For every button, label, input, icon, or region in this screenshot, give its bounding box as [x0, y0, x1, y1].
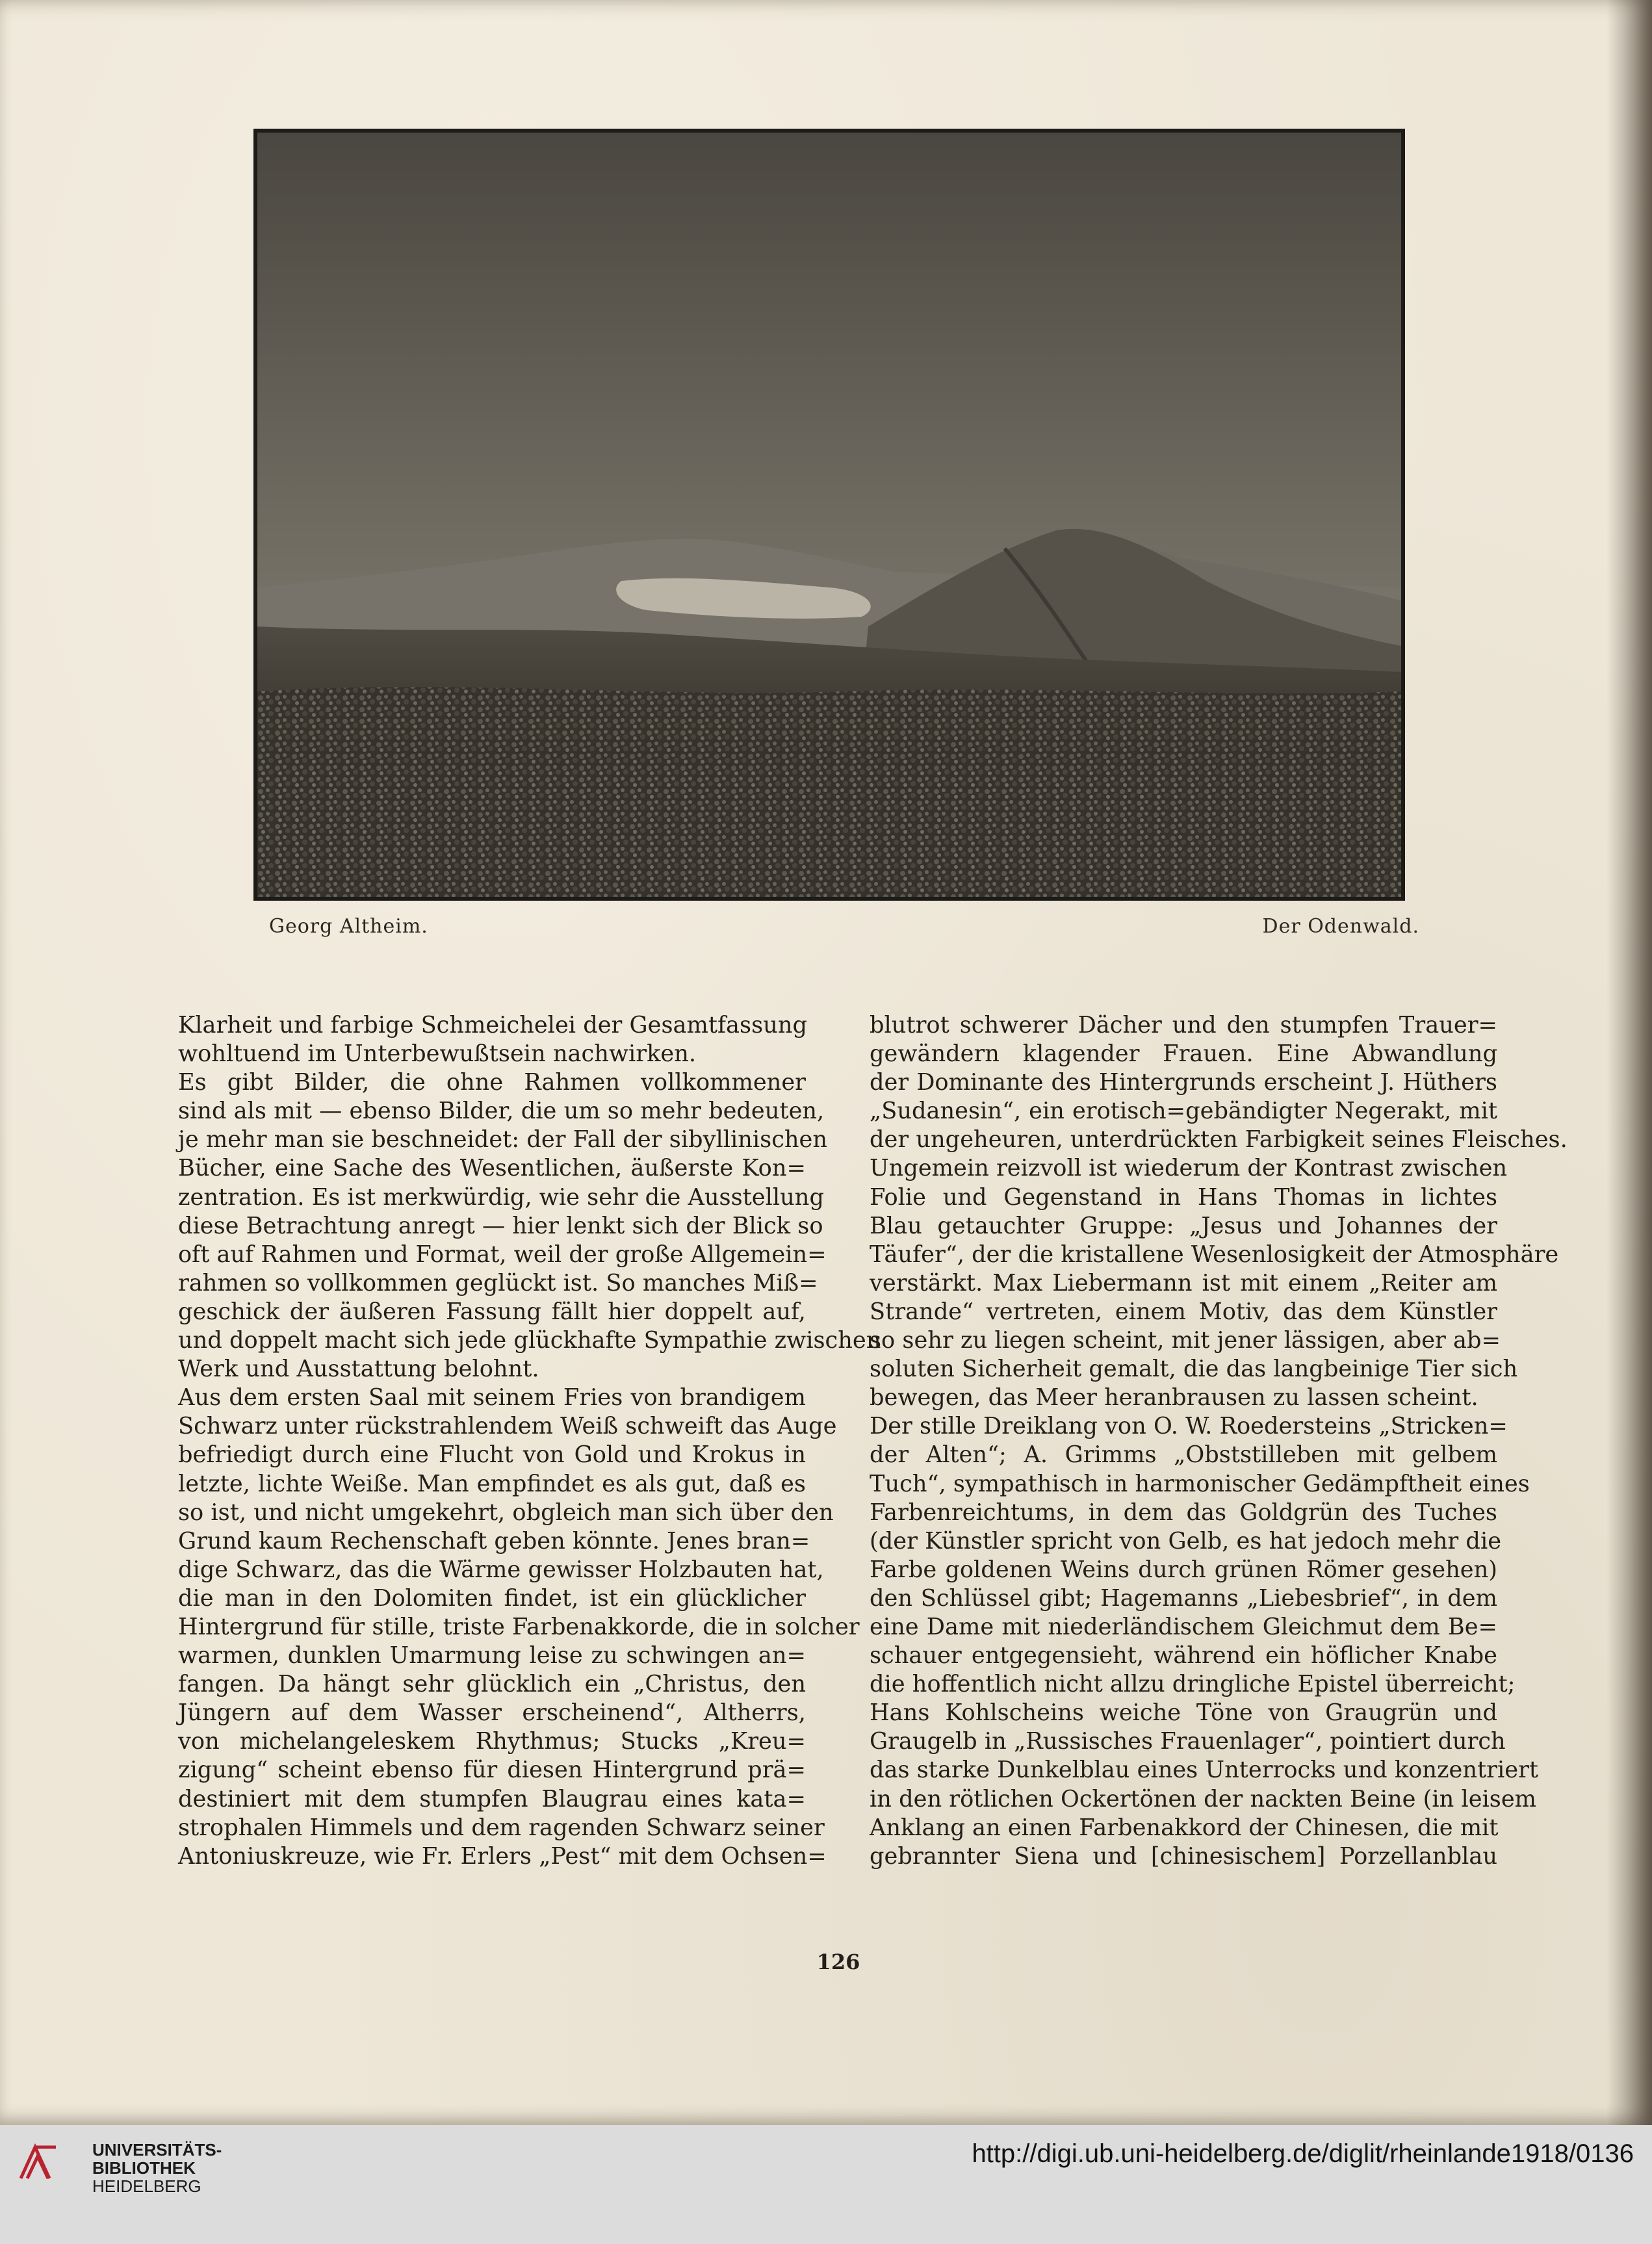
text-line: in den rötlichen Ockertönen der nackten Beine (in leisem	[870, 1785, 1537, 1812]
text-line: Klarheit und farbige Schmeichelei der Gesamtfassung	[178, 1012, 807, 1038]
university-library-logo-icon	[16, 2139, 61, 2185]
text-line: gebrannter Siena und [chinesischem] Porzellanblau	[870, 1842, 1497, 1870]
text-line: die man in den Dolomiten findet, ist ein glücklicher	[178, 1584, 806, 1612]
text-line: die hoffentlich nicht allzu dringliche Epistel überreicht;	[870, 1671, 1516, 1698]
text-line: fangen. Da hängt sehr glücklich ein „Christus, den	[178, 1671, 806, 1698]
figure-artist-caption: Georg Altheim.	[269, 915, 428, 938]
library-name	[92, 2141, 222, 2195]
text-line: der Alten“; A. Grimms „Obststilleben mit gelbem	[870, 1441, 1497, 1469]
text-line: Blau getauchter Gruppe: „Jesus und Johannes der	[870, 1212, 1497, 1239]
text-line: (der Künstler spricht von Gelb, es hat jedoch mehr die	[870, 1527, 1502, 1554]
odenwald-landscape-image	[257, 133, 1401, 897]
text-line: strophalen Himmels und dem ragenden Schwarz seiner	[178, 1814, 825, 1841]
text-line: bewegen, das Meer heranbrausen zu lassen scheint.	[870, 1384, 1478, 1412]
right-text-column	[870, 1011, 1568, 1871]
text-line: Bücher, eine Sache des Wesentlichen, äußerste Kon=	[178, 1155, 806, 1182]
text-line: zentration. Es ist merkwürdig, wie sehr die Ausstellung	[178, 1183, 824, 1211]
text-line: Tuch“, sympathisch in harmonischer Gedämpftheit eines	[870, 1470, 1530, 1497]
text-line: dige Schwarz, das die Wärme gewisser Holzbauten hat,	[178, 1556, 824, 1583]
text-line: Ungemein reizvoll ist wiederum der Kontrast zwischen	[870, 1155, 1508, 1182]
permalink-url[interactable]: http://digi.ub.uni-heidelberg.de/diglit/rheinlande1918/0136	[972, 2139, 1634, 2168]
text-line: schauer entgegensieht, während ein höflicher Knabe	[870, 1642, 1497, 1670]
page-number: 126	[816, 1950, 860, 1974]
text-line: Werk und Ausstattung belohnt.	[178, 1356, 539, 1383]
text-line: Der stille Dreiklang von O. W. Roedersteins „Stricken=	[870, 1413, 1508, 1440]
text-line: Schwarz unter rückstrahlendem Weiß schweift das Auge	[178, 1413, 837, 1440]
text-line: sind als mit — ebenso Bilder, die um so mehr bedeuten,	[178, 1098, 825, 1125]
text-line: Hintergrund für stille, triste Farbenakkorde, die in solcher	[178, 1613, 860, 1640]
text-line: blutrot schwerer Dächer und den stumpfen Trauer=	[870, 1012, 1497, 1038]
text-line: Hans Kohlscheins weiche Töne von Graugrün und	[870, 1699, 1497, 1727]
text-line: Folie und Gegenstand in Hans Thomas in lichtes	[870, 1183, 1497, 1211]
text-line: diese Betrachtung anregt — hier lenkt sich der Blick so	[178, 1212, 823, 1239]
text-line: den Schlüssel gibt; Hagemanns „Liebesbrief“, in dem	[870, 1584, 1497, 1612]
library-name-line2: BIBLIOTHEK	[92, 2158, 196, 2178]
text-line: gewändern klagender Frauen. Eine Abwandlung	[870, 1040, 1497, 1068]
text-line: je mehr man sie beschneidet: der Fall der sibyllinischen	[178, 1126, 828, 1154]
text-line: von michelangeleskem Rhythmus; Stucks „Kreu=	[178, 1728, 806, 1755]
text-line: Jüngern auf dem Wasser erscheinend“, Altherrs,	[178, 1699, 806, 1727]
text-line: Strande“ vertreten, einem Motiv, das dem Künstler	[870, 1298, 1497, 1325]
figure-title-caption: Der Odenwald.	[1262, 915, 1419, 938]
text-line: das starke Dunkelblau eines Unterrocks und konzentriert	[870, 1757, 1539, 1784]
text-line: der ungeheuren, unterdrückten Farbigkeit seines Fleisches.	[870, 1126, 1568, 1154]
text-line: letzte, lichte Weiße. Man empfindet es als gut, daß es	[178, 1470, 806, 1497]
text-line: wohltuend im Unterbewußtsein nachwirken.	[178, 1040, 697, 1068]
text-line: zigung“ scheint ebenso für diesen Hintergrund prä=	[178, 1757, 806, 1784]
text-line: Antoniuskreuze, wie Fr. Erlers „Pest“ mit dem Ochsen=	[178, 1842, 827, 1870]
digital-library-footer	[0, 2125, 1652, 2244]
text-line: rahmen so vollkommen geglückt ist. So manches Miß=	[178, 1269, 818, 1296]
text-line: „Sudanesin“, ein erotisch=gebändigter Negerakt, mit	[870, 1098, 1497, 1125]
text-line: oft auf Rahmen und Format, weil der große Allgemein=	[178, 1241, 827, 1268]
text-line: Es gibt Bilder, die ohne Rahmen vollkommener	[178, 1069, 806, 1096]
text-line: soluten Sicherheit gemalt, die das langbeinige Tier sich	[870, 1356, 1518, 1383]
text-line: der Dominante des Hintergrunds erscheint J. Hüthers	[870, 1069, 1497, 1096]
text-line: geschick der äußeren Fassung fällt hier doppelt auf,	[178, 1298, 806, 1325]
text-line: Anklang an einen Farbenakkord der Chinesen, die mit	[870, 1814, 1499, 1841]
text-line: eine Dame mit niederländischem Gleichmut dem Be=	[870, 1613, 1497, 1640]
text-line: befriedigt durch eine Flucht von Gold und Krokus in	[178, 1441, 806, 1469]
text-line: und doppelt macht sich jede glückhafte Sympathie zwischen	[178, 1327, 881, 1354]
text-line: Täufer“, der die kristallene Wesenlosigkeit der Atmosphäre	[870, 1241, 1559, 1268]
text-line: Grund kaum Rechenschaft geben könnte. Jenes bran=	[178, 1527, 810, 1554]
text-line: so ist, und nicht umgekehrt, obgleich man sich über den	[178, 1499, 834, 1526]
text-line: Aus dem ersten Saal mit seinem Fries von brandigem	[178, 1384, 806, 1412]
left-text-column	[178, 1011, 881, 1871]
text-line: warmen, dunklen Umarmung leise zu schwingen an=	[178, 1642, 806, 1670]
text-line: destiniert mit dem stumpfen Blaugrau eines kata=	[178, 1785, 806, 1812]
library-name-line3: HEIDELBERG	[92, 2176, 201, 2196]
text-line: verstärkt. Max Liebermann ist mit einem „Reiter am	[870, 1269, 1497, 1296]
page-edge-shadow	[1607, 0, 1652, 2125]
text-line: Graugelb in „Russisches Frauenlager“, pointiert durch	[870, 1728, 1506, 1755]
library-name-line1: UNIVERSITÄTS-	[92, 2140, 222, 2160]
text-line: Farbenreichtums, in dem das Goldgrün des Tuches	[870, 1499, 1497, 1526]
text-line: Farbe goldenen Weins durch grünen Römer gesehen)	[870, 1556, 1497, 1583]
landscape-photograph	[253, 129, 1405, 901]
text-line: so sehr zu liegen scheint, mit jener lässigen, aber ab=	[870, 1327, 1501, 1354]
